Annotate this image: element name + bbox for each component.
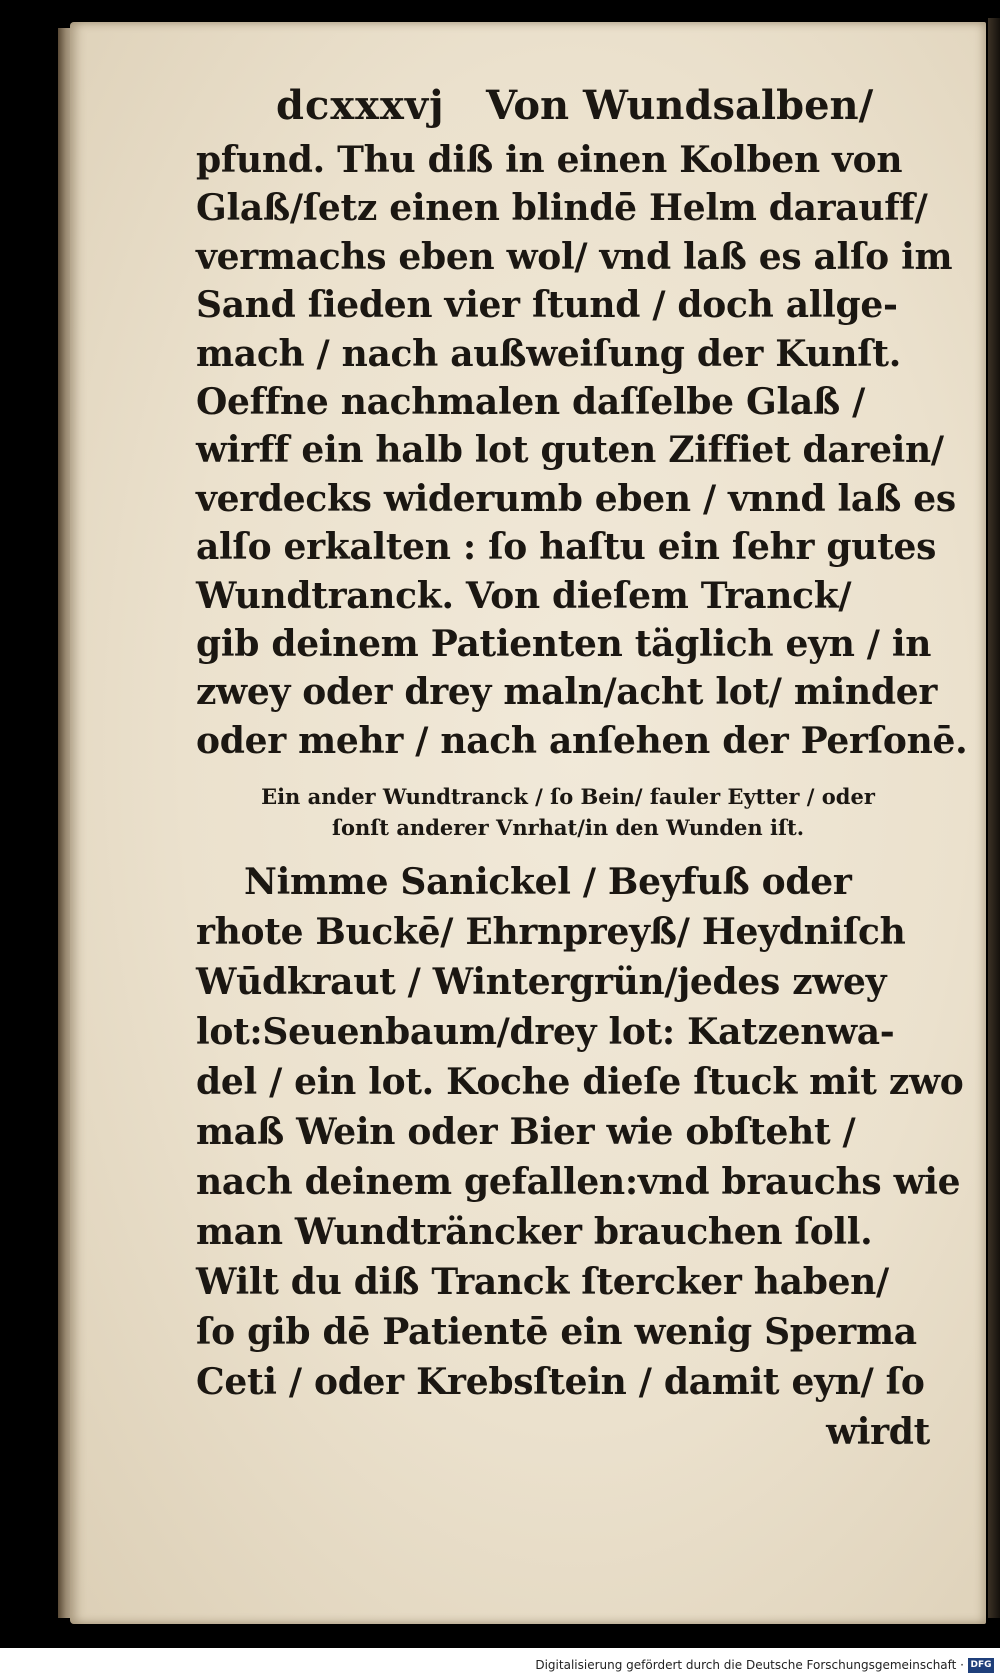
heading-line: ſonſt anderer Vnrhat/in den Wunden iſt.: [331, 815, 805, 841]
text-line: mach / nach außweiſung der Kunſt.: [196, 332, 901, 375]
paragraph-top: [196, 136, 968, 765]
text-line: del / ein lot. Koche dieſe ſtuck mit zwo: [196, 1061, 964, 1104]
text-line: Oeffne nachmalen daſſelbe Glaß /: [196, 380, 865, 423]
text-line: Glaß/ſetz einen blindē Helm darauff/: [196, 187, 928, 230]
text-line: zwey oder drey maln/acht lot/ minder: [196, 671, 938, 714]
text-line: pfund. Thu diß in einen Kolben von: [196, 139, 903, 181]
section-heading: [196, 781, 940, 843]
text-line: Nimme Sanickel / Beyfuß oder: [244, 861, 852, 904]
text-line: ſo gib dē Patientē ein wenig Sperma: [196, 1311, 917, 1354]
text-line: man Wundträncker brauchen ſoll.: [196, 1211, 873, 1254]
text-line: Wilt du diß Tranck ſtercker haben/: [196, 1261, 889, 1304]
text-line: Wundtranck. Von dieſem Tranck/: [196, 574, 852, 617]
text-line: vermachs eben wol/ vnd laß es alſo im: [196, 235, 953, 278]
book-spine-shadow: [988, 18, 1000, 1618]
text-line: nach deinem gefallen:vnd brauchs wie: [196, 1161, 961, 1204]
running-title: Von Wundsalben/: [486, 82, 874, 129]
text-line: verdecks widerumb eben / vnnd laß es: [196, 477, 956, 520]
page-number: dcxxxvj: [276, 82, 445, 129]
funding-credit: Digitalisierung gefördert durch die Deutsche Forschungsgemeinschaft ·: [535, 1658, 964, 1672]
catchword: wirdt: [826, 1411, 930, 1454]
footer-bar: [0, 1648, 1000, 1678]
page-header: [196, 76, 940, 136]
paragraph-bottom: [196, 857, 964, 1457]
text-line: wirff ein halb lot guten Ziffiet darein/: [196, 429, 944, 472]
page-text: [196, 76, 968, 1457]
text-line: lot:Seuenbaum/drey lot: Katzenwa-: [196, 1011, 895, 1054]
text-line: Ceti / oder Krebsſtein / damit eyn/ ſo: [196, 1361, 925, 1404]
heading-line: Ein ander Wundtranck / ſo Bein/ fauler Eytter / oder: [261, 784, 875, 810]
text-line: alſo erkalten : ſo haſtu ein ſehr gutes: [196, 526, 937, 569]
text-line: rhote Buckē/ Ehrnpreyß/ Heydniſch: [196, 911, 906, 954]
text-line: maß Wein oder Bier wie obſteht /: [196, 1111, 856, 1154]
dfg-logo: DFG: [968, 1658, 994, 1673]
text-line: oder mehr / nach anſehen der Perſonē.: [196, 719, 968, 762]
text-line: gib deinem Patienten täglich eyn / in: [196, 622, 932, 665]
text-line: Sand ſieden vier ſtund / doch allge-: [196, 284, 898, 327]
text-line: Wūdkraut / Wintergrün/jedes zwey: [196, 961, 887, 1004]
